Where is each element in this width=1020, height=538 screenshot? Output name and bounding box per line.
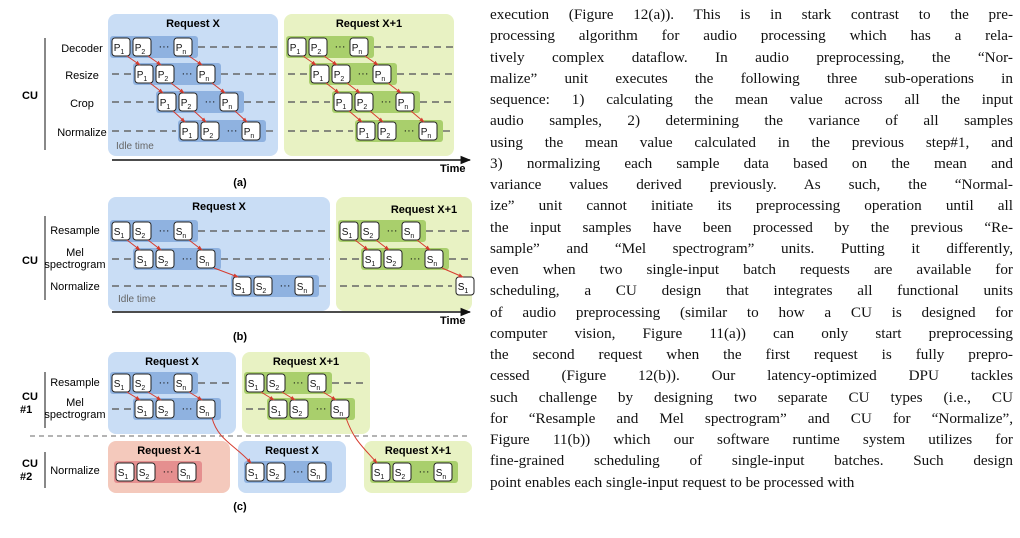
item-subscript: 1 [342,104,347,111]
item-label: $P_2$ [180,98,192,111]
item-label: $S_n$ [435,468,447,481]
item-label: $S_2$ [362,227,374,240]
figure-12 [0,0,480,538]
text-line: audio samples, 2) determining the variance of all samples [490,112,1013,130]
ellipsis: ··· [158,377,170,389]
ellipsis: ··· [292,466,304,478]
item-subscript: 1 [277,411,282,418]
idle-time-label: Idle time [116,141,154,152]
ellipsis: ··· [315,403,327,415]
request-x1-label: Request X+1 [390,204,458,216]
item-subscript: n [404,104,409,111]
item-subscript: 1 [188,133,193,140]
ellipsis: ··· [181,403,193,415]
ellipsis: ··· [181,68,193,80]
item-subscript: n [205,411,210,418]
item-subscript: 2 [275,474,280,481]
panel-a [22,14,470,189]
item-label: $P_1$ [358,127,370,140]
item-label: $P_1$ [113,43,125,56]
item-subscript: n [182,49,187,56]
item-label: $S_1$ [341,227,353,240]
cu-label: CU [22,90,38,102]
row-label-spectrogram: spectrogram [44,259,106,271]
item-subscript: 1 [380,474,385,481]
item-subscript: n [442,474,447,481]
item-subscript: 1 [143,261,148,268]
item-label: $S_1$ [117,468,129,481]
item-subscript: 1 [296,49,301,56]
item-label: $S_2$ [385,255,397,268]
ellipsis: ··· [279,280,291,292]
item-label: $P_2$ [379,127,391,140]
item-label: $S_1$ [373,468,385,481]
item-subscript: 1 [124,474,129,481]
item-subscript: 1 [120,385,125,392]
item-subscript: n [228,104,233,111]
item-label: $S_1$ [457,282,469,295]
text-line: sequence: 1) calculating the mean value across all the input [490,91,1013,108]
caption-a: (a) [233,177,247,189]
ellipsis: ··· [334,41,346,53]
item-subscript: 1 [143,411,148,418]
item-label: $S_2$ [268,468,280,481]
request-x-label: Request X [166,18,220,30]
item-subscript: 1 [120,233,125,240]
item-label: $S_1$ [234,282,246,295]
text-line: scheduling, a CU design that integrates all functional units [490,282,1013,300]
row-label-resample: Resample [50,225,100,237]
item-label: $S_n$ [332,405,344,418]
item-subscript: n [316,385,321,392]
item-label: $P_n$ [397,98,409,111]
row-label-normalize: Normalize [50,281,100,293]
text-line: using the mean value calculated in the previous step#1, and [490,133,1013,151]
time-label: Time [440,163,466,175]
cu2-number: #2 [20,471,33,483]
request-x1-label: Request X+1 [335,18,403,30]
item-label: $S_2$ [394,468,406,481]
item-label: $P_1$ [312,70,324,83]
item-subscript: 1 [241,288,246,295]
item-label: $P_1$ [335,98,347,111]
item-label: $P_1$ [181,127,193,140]
row-label-resample: Resample [50,377,100,389]
ellipsis: ··· [181,253,193,265]
ellipsis: ··· [418,466,430,478]
item-subscript: 2 [164,411,169,418]
item-subscript: 1 [348,233,353,240]
item-subscript: 2 [141,385,146,392]
item-subscript: 1 [464,288,469,295]
item-label: $S_2$ [157,405,169,418]
text-line: tively complex dataflow. In audio preprocessing, the “Nor- [490,48,1013,66]
cu-label: CU [22,255,38,267]
item-label: $S_2$ [134,227,146,240]
item-subscript: n [182,233,187,240]
row-label-resize: Resize [65,70,99,82]
ellipsis: ··· [226,125,238,137]
item-label: $S_1$ [136,405,148,418]
text-line: variance values derived previously. As such, the “Normal- [490,176,1013,193]
item-subscript: 1 [319,76,324,83]
item-label: $S_n$ [403,227,415,240]
body-text [490,4,1013,493]
item-subscript: n [381,76,386,83]
item-label: $S_1$ [364,255,376,268]
item-subscript: n [316,474,321,481]
item-subscript: 2 [141,233,146,240]
item-label: $P_1$ [159,98,171,111]
row-label-decoder: Decoder [61,43,103,55]
text-line: the second request when the first request is fully prepro- [490,346,1013,363]
item-subscript: n [182,385,187,392]
item-label: $S_1$ [270,405,282,418]
text-line: malize” unit executes the following three sub-operations in [490,69,1013,87]
ellipsis: ··· [158,41,170,53]
item-subscript: n [433,261,438,268]
item-subscript: n [250,133,255,140]
item-subscript: 1 [254,474,259,481]
item-subscript: n [358,49,363,56]
time-label: Time [440,315,466,327]
item-subscript: 2 [369,233,374,240]
item-label: $S_1$ [113,227,125,240]
text-line: point enables each single-input request to be processed with [490,473,855,491]
item-label: $S_n$ [175,227,187,240]
item-subscript: n [205,261,210,268]
text-line: Figure 11(b)) which our software runtime system utilizes for [490,431,1013,448]
item-subscript: 2 [262,288,267,295]
row-label-crop: Crop [70,98,94,110]
text-line: the input samples have been processed by the previous “Re- [490,218,1013,236]
item-subscript: n [205,76,210,83]
item-subscript: 2 [275,385,280,392]
item-label: $S_n$ [309,468,321,481]
text-line: of audio preprocessing (similar to how a CU is designed for [490,303,1013,321]
caption-c: (c) [233,501,247,513]
item-label: $S_1$ [247,379,259,392]
item-label: $S_n$ [198,405,210,418]
ellipsis: ··· [158,225,170,237]
ellipsis: ··· [403,125,415,137]
item-label: $S_1$ [247,468,259,481]
item-subscript: 2 [392,261,397,268]
row-label-spectrogram: spectrogram [44,409,106,421]
row-label-normalize: Normalize [50,465,100,477]
item-subscript: 1 [143,76,148,83]
item-subscript: n [410,233,415,240]
row-label-normalize: Normalize [57,127,107,139]
item-label: $S_2$ [255,282,267,295]
item-label: $S_1$ [136,255,148,268]
item-label: $P_n$ [420,127,432,140]
item-label: $S_n$ [179,468,191,481]
ellipsis: ··· [357,68,369,80]
item-label: $P_2$ [202,127,214,140]
item-subscript: n [186,474,191,481]
item-label: $S_n$ [198,255,210,268]
cu2-label: CU [22,458,38,470]
item-subscript: 1 [166,104,171,111]
ellipsis: ··· [380,96,392,108]
item-label: $P_2$ [356,98,368,111]
item-subscript: 2 [164,261,169,268]
item-subscript: 1 [365,133,370,140]
text-line: even when two single-input batch requests are available for [490,261,1013,278]
item-label: $S_2$ [291,405,303,418]
idle-time-label: Idle time [118,294,156,305]
item-label: $P_1$ [289,43,301,56]
request-x-label: Request X [192,201,246,213]
item-label: $P_n$ [175,43,187,56]
item-subscript: 2 [209,133,214,140]
ellipsis: ··· [204,96,216,108]
item-label: $S_n$ [309,379,321,392]
text-line: ize” unit cannot initiate its preprocessing operation until all [490,197,1013,215]
cu1-label: CU [22,391,38,403]
item-label: $S_n$ [175,379,187,392]
request-xm1-label: Request X-1 [137,445,201,457]
item-subscript: 2 [386,133,391,140]
item-label: $S_n$ [296,282,308,295]
panel-b [22,197,474,343]
item-label: $P_2$ [310,43,322,56]
item-label: $P_n$ [351,43,363,56]
item-subscript: 2 [298,411,303,418]
item-label: $S_1$ [113,379,125,392]
text-line: fine-grained scheduling of single-input batches. Such design [490,452,1013,470]
item-subscript: 2 [340,76,345,83]
item-subscript: n [427,133,432,140]
item-label: $P_n$ [198,70,210,83]
item-subscript: n [339,411,344,418]
item-subscript: 1 [371,261,376,268]
ellipsis: ··· [409,253,421,265]
item-label: $P_1$ [136,70,148,83]
item-subscript: 2 [401,474,406,481]
item-subscript: 1 [254,385,259,392]
item-label: $P_2$ [333,70,345,83]
item-subscript: 1 [120,49,125,56]
text-line: cessed (Figure 12(b)). Our latency-optimized DPU tackles [490,367,1013,385]
item-label: $S_n$ [426,255,438,268]
item-label: $S_2$ [268,379,280,392]
text-line: execution (Figure 12(a)). This is in stark contrast to the pre- [490,6,1013,23]
item-subscript: 2 [363,104,368,111]
item-label: $S_2$ [138,468,150,481]
text-line: computer vision, Figure 11(a)) can only start preprocessing [490,324,1013,342]
ellipsis: ··· [162,466,174,478]
ellipsis: ··· [292,377,304,389]
item-label: $P_n$ [221,98,233,111]
item-subscript: n [303,288,308,295]
text-line: processing algorithm for audio processing which has a rela- [490,27,1013,45]
item-subscript: 2 [141,49,146,56]
caption-b: (b) [232,331,248,343]
text-line: such challenge by designing two separate CU types (i.e., CU [490,388,1013,406]
text-line: 3) normalizing each sample data based on the mean and [490,154,1013,172]
request-x1-cu2-label: Request X+1 [384,445,452,457]
request-x1-label: Request X+1 [272,356,340,368]
item-subscript: 2 [164,76,169,83]
item-subscript: 2 [317,49,322,56]
row-label-mel: Mel [66,397,84,409]
item-subscript: 2 [145,474,150,481]
item-label: $P_2$ [134,43,146,56]
cu1-number: #1 [20,404,33,416]
item-label: $P_n$ [243,127,255,140]
panel-c [20,352,472,513]
request-x-cu2-label: Request X [265,445,319,457]
item-label: $S_2$ [134,379,146,392]
text-line: sample” and “Mel spectrogram” units. Putting it differently, [490,239,1013,257]
item-subscript: 2 [187,104,192,111]
ellipsis: ··· [386,225,398,237]
item-label: $P_n$ [374,70,386,83]
request-x-label: Request X [145,356,199,368]
text-line: for “Resample and Mel spectrogram” and CU for “Normalize”, [490,409,1013,427]
row-label-mel: Mel [66,247,84,259]
item-label: $S_2$ [157,255,169,268]
item-label: $P_2$ [157,70,169,83]
